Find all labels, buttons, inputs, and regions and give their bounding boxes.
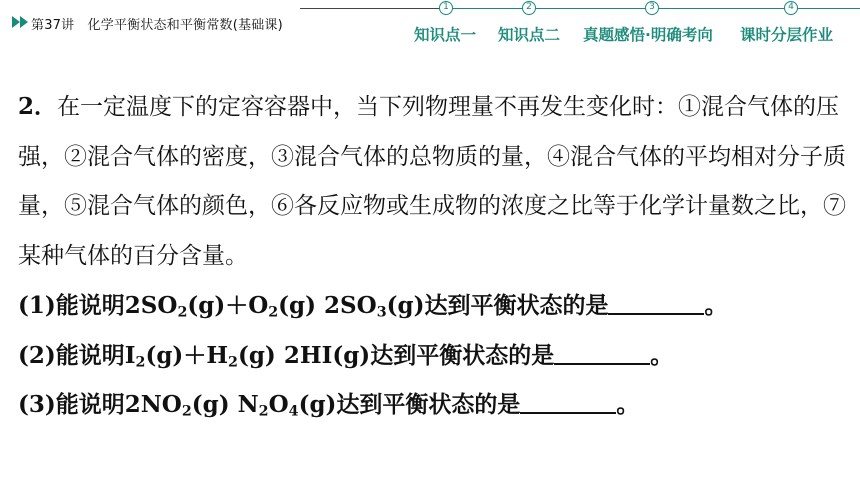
formula-subscript: 2 — [177, 304, 188, 321]
tab-exam-insight[interactable]: 真题感悟·明确考向 — [583, 26, 713, 44]
nav-number-4: 4 — [784, 1, 798, 15]
part-prefix: (2)能说明 — [18, 341, 125, 369]
part-end: 。 — [616, 391, 640, 418]
tab-knowledge-1[interactable]: 知识点一 — [414, 26, 477, 44]
header-bar — [0, 0, 860, 50]
question-number: 2． — [18, 93, 58, 120]
part-suffix: 达到平衡状态的是 — [424, 292, 609, 319]
formula-text: 2SO — [324, 292, 377, 319]
part-suffix: 达到平衡状态的是 — [336, 391, 521, 418]
header-line — [300, 8, 446, 9]
nav-number-1: 1 — [439, 1, 453, 15]
question-content — [18, 82, 848, 430]
breadcrumb: 第37讲 化学平衡状态和平衡常数(基础课) — [31, 18, 283, 33]
formula-text: (g)＋O — [187, 292, 269, 319]
part-prefix: (1)能说明 — [18, 292, 125, 319]
nav-number-3: 3 — [645, 1, 659, 15]
formula-text: 2HI(g) — [283, 341, 371, 369]
nav-number-2: 2 — [522, 1, 536, 15]
play-arrows-icon — [12, 16, 30, 28]
answer-blank[interactable] — [554, 343, 650, 365]
part-prefix: (3)能说明 — [18, 391, 125, 418]
formula-text: I — [124, 341, 136, 369]
answer-blank[interactable] — [520, 392, 616, 414]
formula-subscript: 2 — [228, 354, 238, 371]
formula-text: O — [268, 391, 289, 418]
formula-subscript: 2 — [181, 403, 192, 420]
question-stem-text: 在一定温度下的定容容器中，当下列物理量不再发生变化时：①混合气体的压强，②混合气体的密度，③混合气体的总物质的量，④混合气体的平均相对分子质量，⑤混合气体的颜色，⑥各反应物或生成物的浓度之比等于化学计量数之比，⑦某种气体的百分含量。 — [18, 94, 846, 269]
formula-text: (g)＋H — [145, 341, 229, 369]
formula-subscript: 2 — [268, 304, 279, 321]
formula-subscript: 2 — [135, 354, 146, 371]
question-part-1 — [18, 281, 848, 331]
formula-text: (g) — [278, 292, 317, 319]
part-suffix: 达到平衡状态的是 — [370, 341, 555, 369]
question-part-3 — [18, 380, 848, 430]
question-part-2 — [18, 331, 848, 381]
tab-knowledge-2[interactable]: 知识点二 — [498, 26, 561, 44]
formula-subscript: 4 — [288, 403, 299, 420]
formula-text: 2SO — [124, 292, 178, 319]
answer-blank[interactable] — [608, 293, 704, 315]
formula-text: 2NO — [124, 391, 182, 418]
part-end: 。 — [704, 292, 728, 319]
formula-text: (g) — [386, 292, 425, 319]
formula-text: (g) — [298, 391, 337, 418]
formula-text: (g) — [191, 391, 230, 418]
question-stem — [18, 82, 848, 281]
formula-text: N — [237, 391, 259, 418]
formula-subscript: 3 — [376, 304, 387, 321]
tab-homework[interactable]: 课时分层作业 — [740, 26, 834, 44]
part-end: 。 — [650, 341, 674, 369]
formula-text: (g) — [237, 341, 276, 369]
formula-subscript: 2 — [258, 403, 269, 420]
